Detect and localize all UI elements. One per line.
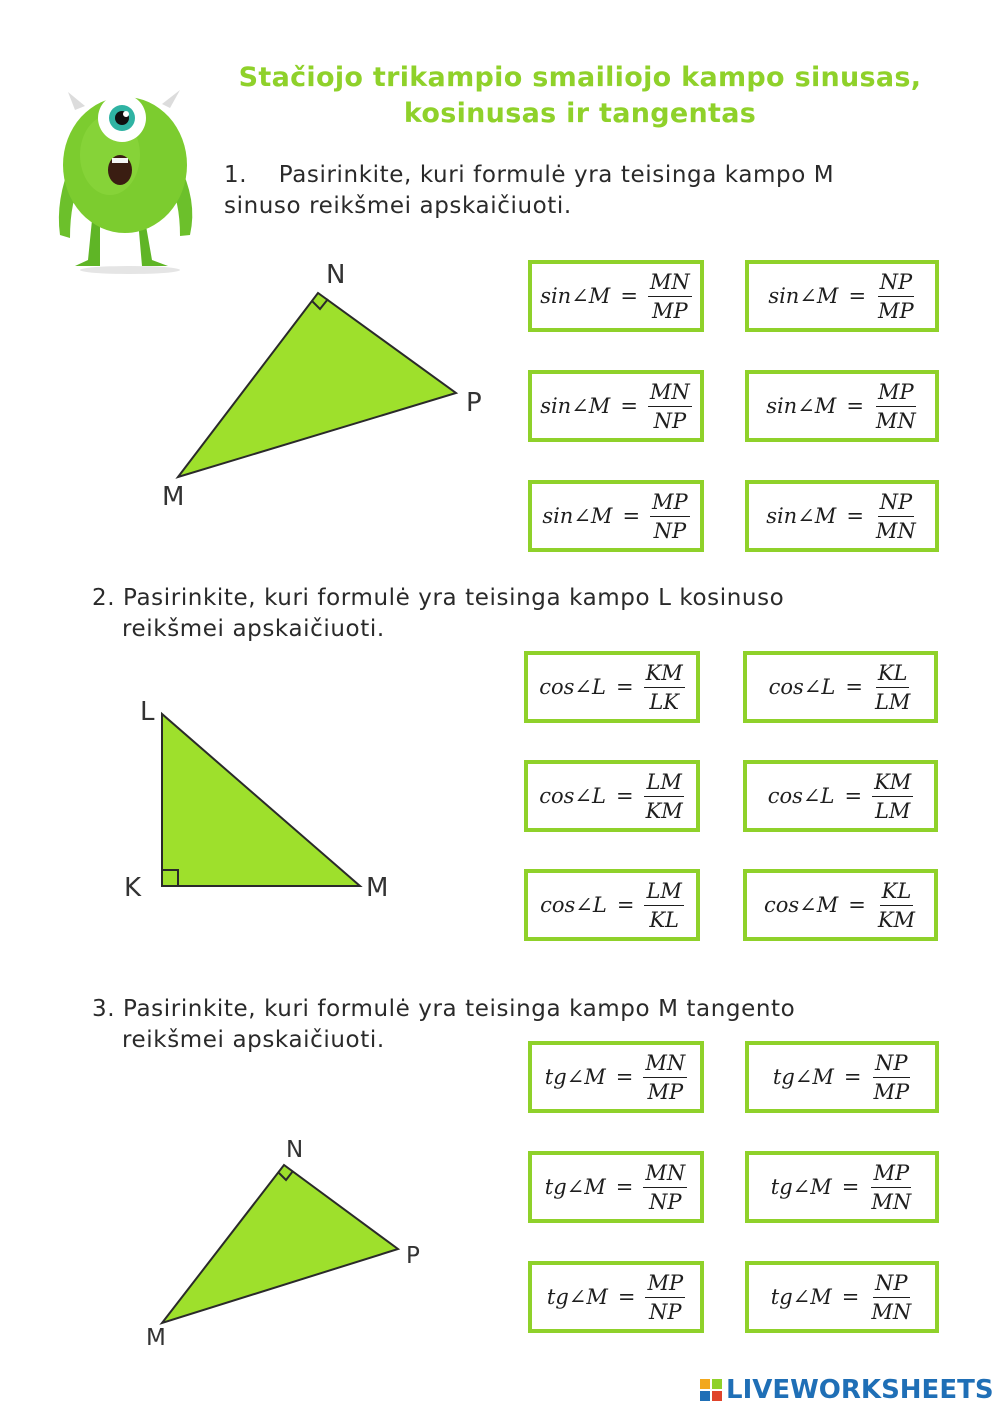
formula-lhs: sin∠M [766,504,837,528]
answer-option-1e[interactable]: sin∠M = $\frac{MP}{NP}$ [528,480,704,552]
vertex-label-k: K [124,873,142,903]
answer-option-3c[interactable]: tg∠M = $\frac{MN}{NP}$ [528,1151,704,1223]
fraction-denominator: MN [871,1189,912,1214]
liveworksheets-logo[interactable] [700,1375,994,1405]
fraction-denominator: NP [649,1189,682,1214]
fraction-denominator: NP [653,408,687,433]
formula-lhs: cos∠M [763,893,839,917]
fraction-numerator: MP [876,380,916,407]
answer-option-1b[interactable]: sin∠M = $\frac{NP}{MP}$ [745,260,939,332]
fraction-numerator: KM [644,661,685,688]
question-2-line-1: 2. Pasirinkite, kuri formulė yra teisinga kampo L kosinuso [92,585,785,611]
vertex-label-p: P [466,388,482,418]
vertex-label-l: L [140,697,155,727]
fraction-numerator: KL [880,879,914,906]
question-1-text [224,160,834,222]
triangle-mnp-1 [150,255,510,515]
fraction-denominator: MP [647,1079,684,1104]
fraction-numerator: MN [648,270,692,297]
formula-lhs: cos∠L [539,675,606,699]
fraction-numerator: MP [650,490,690,517]
question-3-line-1: 3. Pasirinkite, kuri formulė yra teisinga kampo M tangento [92,996,796,1022]
triangle-lkm [110,690,410,910]
fraction-denominator: LM [874,689,911,714]
formula-lhs: tg∠M [772,1065,834,1089]
answer-option-1c[interactable]: sin∠M = $\frac{MN}{NP}$ [528,370,704,442]
fraction-numerator: LM [644,770,683,797]
formula-lhs: sin∠M [766,394,837,418]
fraction-denominator: MP [878,298,914,323]
fraction-denominator: KM [877,907,916,932]
answer-option-1d[interactable]: sin∠M = $\frac{MP}{MN}$ [745,370,939,442]
fraction-denominator: LK [649,689,679,714]
formula-lhs: sin∠M [540,284,611,308]
fraction-denominator: KL [649,907,679,932]
question-2-text [92,583,784,645]
answer-option-3e[interactable]: tg∠M = $\frac{MP}{NP}$ [528,1261,704,1333]
answer-option-3b[interactable]: tg∠M = $\frac{NP}{MP}$ [745,1041,939,1113]
fraction-denominator: KM [645,798,683,823]
answer-option-2f[interactable]: cos∠M = $\frac{KL}{KM}$ [743,869,938,941]
fraction-numerator: KL [876,661,910,688]
answer-option-3d[interactable]: tg∠M = $\frac{MP}{MN}$ [745,1151,939,1223]
mascot-image [50,70,200,275]
fraction-denominator: MN [875,408,916,433]
fraction-numerator: MN [643,1051,687,1078]
formula-lhs: tg∠M [544,1065,606,1089]
fraction-numerator: MP [871,1161,911,1188]
formula-lhs: tg∠M [546,1285,608,1309]
formula-lhs: tg∠M [770,1175,832,1199]
fraction-numerator: MN [648,380,692,407]
answer-option-2e[interactable]: cos∠L = $\frac{LM}{KL}$ [524,869,700,941]
fraction-denominator: MP [873,1079,910,1104]
vertex-label-n: N [326,260,346,290]
title-line-1: Stačiojo trikampio smailiojo kampo sinusas, [238,62,922,93]
fraction-numerator: NP [873,1051,910,1078]
vertex-label-m: M [146,1325,166,1351]
fraction-denominator: NP [649,1299,682,1324]
vertex-label-n: N [286,1137,304,1163]
title-line-2: kosinusas ir tangentas [403,98,757,129]
vertex-label-p: P [406,1243,420,1269]
formula-lhs: sin∠M [768,284,839,308]
fraction-numerator: LM [644,879,683,906]
fraction-denominator: MN [875,518,916,543]
question-2-line-2: reikšmei apskaičiuoti. [122,616,385,642]
answer-option-1a[interactable]: sin∠M = $\frac{MN}{MP}$ [528,260,704,332]
fraction-denominator: MP [652,298,688,323]
fraction-numerator: NP [878,490,915,517]
formula-lhs: sin∠M [540,394,611,418]
answer-option-1f[interactable]: sin∠M = $\frac{NP}{MN}$ [745,480,939,552]
vertex-label-m: M [366,873,389,903]
formula-lhs: tg∠M [544,1175,606,1199]
question-1-line-2: sinuso reikšmei apskaičiuoti. [224,193,572,219]
fraction-numerator: MP [645,1271,685,1298]
fraction-numerator: NP [873,1271,910,1298]
fraction-denominator: NP [653,518,687,543]
formula-lhs: sin∠M [542,504,613,528]
answer-option-2d[interactable]: cos∠L = $\frac{KM}{LM}$ [743,760,938,832]
answer-option-3f[interactable]: tg∠M = $\frac{NP}{MN}$ [745,1261,939,1333]
fraction-denominator: MN [871,1299,912,1324]
answer-option-2b[interactable]: cos∠L = $\frac{KL}{LM}$ [743,651,938,723]
question-1-line-1: 1. Pasirinkite, kuri formulė yra teisinga kampo M [224,162,835,188]
fraction-numerator: NP [878,270,915,297]
formula-lhs: cos∠L [539,784,606,808]
triangle-mnp-3 [140,1135,440,1355]
fraction-numerator: KM [872,770,913,797]
answer-option-2a[interactable]: cos∠L = $\frac{KM}{LK}$ [524,651,700,723]
worksheet-title [230,60,930,132]
formula-lhs: cos∠L [767,784,835,808]
question-3-line-2: reikšmei apskaičiuoti. [122,1027,385,1053]
vertex-label-m: M [162,482,185,512]
answer-option-2c[interactable]: cos∠L = $\frac{LM}{KM}$ [524,760,700,832]
formula-lhs: tg∠M [770,1285,832,1309]
fraction-denominator: LM [874,798,911,823]
logo-badge-icon [700,1379,722,1401]
formula-lhs: cos∠L [768,675,836,699]
fraction-numerator: MN [643,1161,687,1188]
brand-name: LIVEWORKSHEETS [726,1375,994,1405]
answer-option-3a[interactable]: tg∠M = $\frac{MN}{MP}$ [528,1041,704,1113]
formula-lhs: cos∠L [540,893,607,917]
